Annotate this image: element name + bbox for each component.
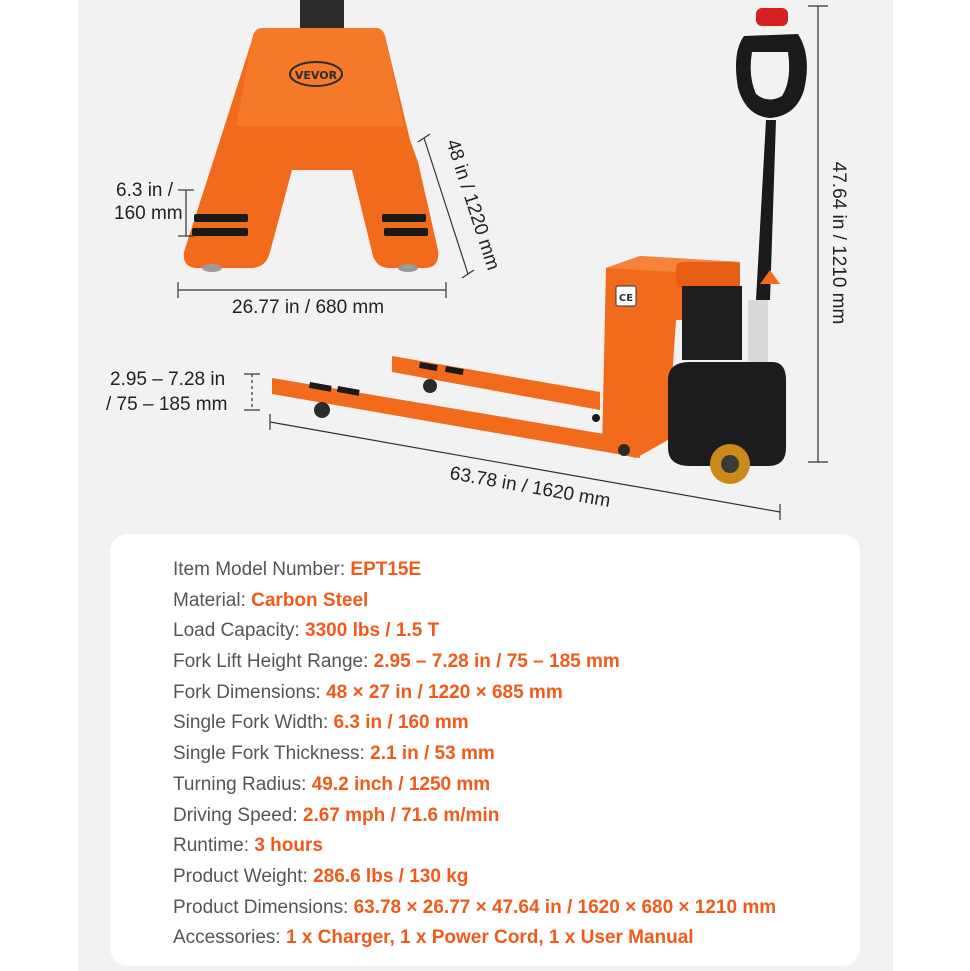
- fork-width-label-line2: 160 mm: [114, 203, 183, 224]
- spec-accessories: [173, 923, 776, 954]
- spec-value: 3300 lbs / 1.5 T: [305, 620, 440, 642]
- spec-value: 49.2 inch / 1250 mm: [311, 773, 491, 795]
- spec-material: [173, 586, 776, 617]
- spec-runtime: [173, 831, 776, 862]
- fork-span-label: 26.77 in / 680 mm: [232, 297, 385, 318]
- spec-label: Load Capacity:: [173, 620, 306, 642]
- spec-card: [110, 534, 860, 966]
- spec-label: Single Fork Thickness:: [173, 743, 371, 765]
- spec-model: [173, 555, 776, 586]
- height-label: 47.64 in / 1210 mm: [828, 161, 849, 325]
- ce-mark: CE: [618, 293, 634, 304]
- spec-product-dimensions: [173, 893, 776, 924]
- spec-value: 1 x Charger, 1 x Power Cord, 1 x User Manual: [285, 927, 694, 949]
- fork-width-label-line1: 6.3 in /: [116, 180, 174, 201]
- spec-label: Material:: [173, 589, 252, 611]
- spec-label: Item Model Number:: [173, 559, 351, 580]
- spec-label: Product Weight:: [173, 865, 314, 887]
- spec-value: 63.78 × 26.77 × 47.64 in / 1620 × 680 × 1210 mm: [353, 896, 777, 918]
- spec-value: 48 × 27 in / 1220 × 685 mm: [326, 681, 563, 703]
- spec-label: Runtime:: [173, 835, 255, 857]
- spec-lift-range: [173, 647, 776, 678]
- fork-length-label: 48 in / 1220 mm: [441, 136, 504, 273]
- spec-label: Fork Dimensions:: [173, 681, 327, 703]
- spec-driving-speed: [173, 801, 776, 832]
- spec-value: 6.3 in / 160 mm: [333, 712, 469, 734]
- spec-value: 2.67 mph / 71.6 m/min: [302, 804, 500, 826]
- spec-fork-dimensions: [173, 678, 776, 709]
- spec-value: 2.95 – 7.28 in / 75 – 185 mm: [373, 651, 620, 673]
- lift-range-label-line2: / 75 – 185 mm: [106, 394, 228, 415]
- spec-label: Fork Lift Height Range:: [173, 651, 374, 673]
- spec-label: Product Dimensions:: [173, 896, 354, 918]
- spec-turning-radius: [173, 770, 776, 801]
- spec-load-capacity: [173, 616, 776, 647]
- brand-logo: VEVOR: [294, 69, 338, 82]
- spec-label: Turning Radius:: [173, 773, 312, 795]
- spec-list: [173, 555, 776, 954]
- spec-value: Carbon Steel: [251, 589, 369, 611]
- spec-fork-width: [173, 708, 776, 739]
- spec-product-weight: [173, 862, 776, 893]
- spec-label: Single Fork Width:: [173, 712, 334, 734]
- lift-range-label-line1: 2.95 – 7.28 in: [110, 369, 226, 390]
- spec-value: 286.6 lbs / 130 kg: [313, 865, 469, 887]
- spec-fork-thickness: [173, 739, 776, 770]
- spec-value: 3 hours: [254, 835, 323, 857]
- spec-label: Accessories:: [173, 927, 286, 949]
- spec-value: 2.1 in / 53 mm: [370, 743, 495, 765]
- spec-value: EPT15E: [350, 559, 422, 580]
- spec-label: Driving Speed:: [173, 804, 303, 826]
- overall-length-label: 63.78 in / 1620 mm: [448, 463, 613, 512]
- top-view-drawing: [184, 0, 438, 272]
